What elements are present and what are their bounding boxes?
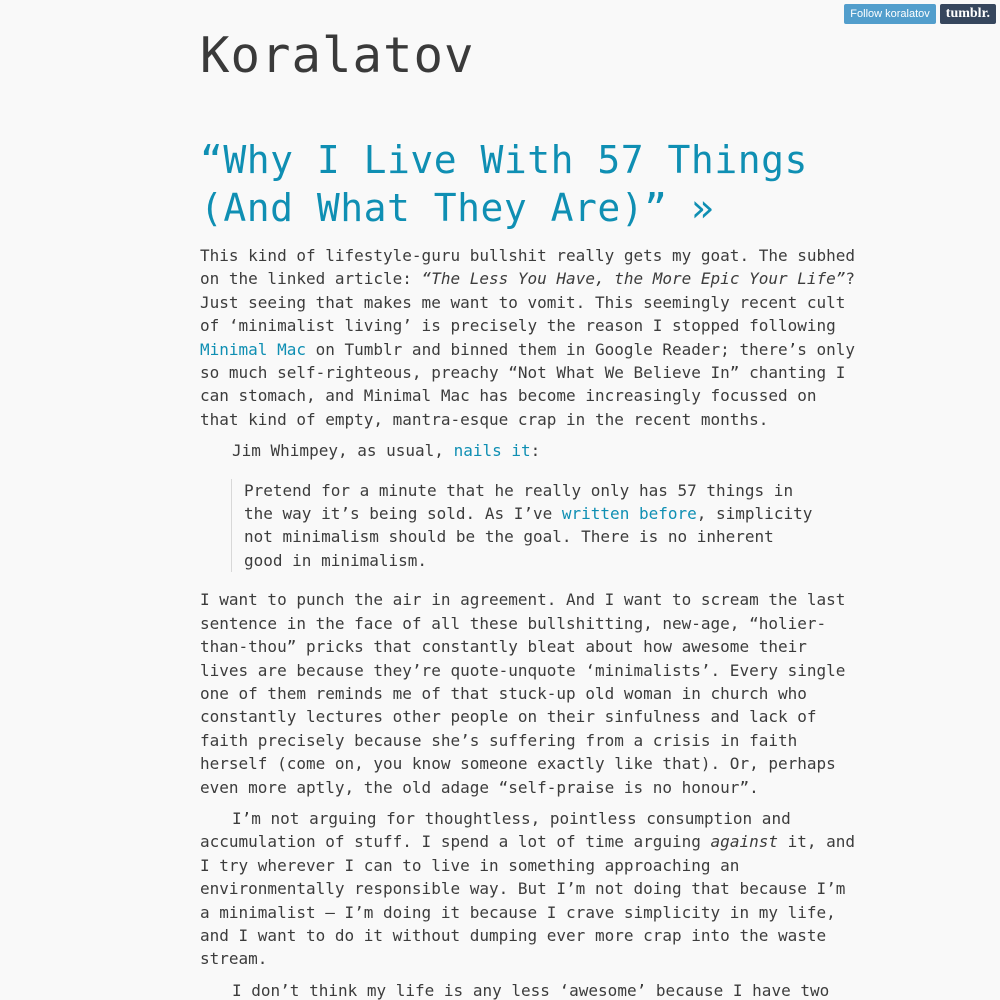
text-line: Just seeing that makes me want to vomit. This seemingly recent cult xyxy=(200,292,846,312)
post-title-line[interactable]: (And What They Are)” » xyxy=(200,186,715,230)
text: the way it’s being sold. As I’ve xyxy=(244,504,562,524)
text-line: of ‘minimalist living’ is precisely the reason I stopped following xyxy=(200,316,836,336)
text: : xyxy=(530,441,541,461)
text-line: I want to punch the air in agreement. And I want to scream the last xyxy=(200,590,846,610)
text: on Tumblr and binned them in Google Reader; there’s only xyxy=(305,339,856,359)
paragraph xyxy=(200,439,800,462)
quote-line: good in minimalism. xyxy=(244,550,428,570)
text-line: This kind of lifestyle-guru bullshit really gets my goat. The subhed xyxy=(200,246,856,265)
text: accumulation of stuff. I spend a lot of time arguing xyxy=(200,832,711,852)
quote-line: not minimalism should be the goal. There is no inherent xyxy=(244,527,774,547)
post-title-link[interactable] xyxy=(200,136,808,232)
text-line: I don’t think my life is any less ‘awesome’ because I have two xyxy=(232,980,830,1000)
blockquote xyxy=(231,479,813,573)
text: ? xyxy=(845,269,856,289)
minimal-mac-link[interactable]: Minimal Mac xyxy=(200,339,306,359)
text-line: than-thou” pricks that constantly bleat about how awesome their xyxy=(200,637,807,657)
text-line: I try wherever I can to live in something approaching an xyxy=(200,855,740,875)
text-line: environmentally responsible way. But I’m not doing that because I’m xyxy=(200,879,846,899)
text-line xyxy=(200,338,856,361)
quote-line xyxy=(244,502,813,525)
text: , simplicity xyxy=(696,504,813,524)
text-line: even more aptly, the old adage “self-praise is no honour”. xyxy=(200,777,759,797)
text: Jim Whimpey, as usual, xyxy=(232,441,454,461)
text-line: one of them reminds me of that stuck-up old woman in church who xyxy=(200,683,807,703)
paragraph xyxy=(200,588,846,799)
text-line: stream. xyxy=(200,949,268,969)
post xyxy=(200,136,856,1000)
post-title-line[interactable]: “Why I Live With 57 Things xyxy=(200,138,808,182)
text-line: and I want to do it without dumping ever more crap into the waste xyxy=(200,925,827,945)
text-line: lives are because they’re quote-unquote ‘minimalists’. Every single xyxy=(200,660,846,680)
tumblr-logo-button[interactable]: tumblr. xyxy=(940,4,996,24)
paragraph xyxy=(200,979,830,1000)
text: it, and xyxy=(777,832,856,852)
text-line: so much self-righteous, preachy “Not What We Believe In” chanting I xyxy=(200,363,846,383)
text-line: herself (come on, you know someone exactly like that). Or, perhaps xyxy=(200,754,836,774)
nails-it-link[interactable]: nails it xyxy=(453,441,531,461)
paragraph xyxy=(200,807,856,971)
text-line: that kind of empty, mantra-esque crap in the recent months. xyxy=(200,409,769,429)
paragraph xyxy=(200,244,856,431)
text-line: faith precisely because she’s suffering from a crisis in faith xyxy=(200,730,798,750)
written-before-link[interactable]: written before xyxy=(561,504,697,524)
emphasis-text: “The Less You Have, the More Epic Your Life” xyxy=(421,269,846,289)
text-line: sentence in the face of all these bullshitting, new-age, “holier- xyxy=(200,613,827,633)
text-line: I’m not arguing for thoughtless, pointless consumption and xyxy=(232,808,791,828)
follow-button[interactable]: Follow koralatov xyxy=(844,4,935,24)
site-title[interactable]: Koralatov xyxy=(200,27,475,84)
text-line xyxy=(200,830,856,853)
quote-line: Pretend for a minute that he really only has 57 things in xyxy=(244,480,794,500)
text: on the linked article: xyxy=(200,269,422,289)
text-line: can stomach, and Minimal Mac has become increasingly focussed on xyxy=(200,386,817,406)
text-line xyxy=(200,267,856,290)
tumblr-controls xyxy=(844,4,996,24)
post-body xyxy=(200,244,856,1000)
text-line: constantly lectures other people on their sinfulness and lack of xyxy=(200,707,817,727)
text-line: a minimalist — I’m doing it because I crave simplicity in my life, xyxy=(200,902,836,922)
emphasis-text: against xyxy=(710,832,778,852)
